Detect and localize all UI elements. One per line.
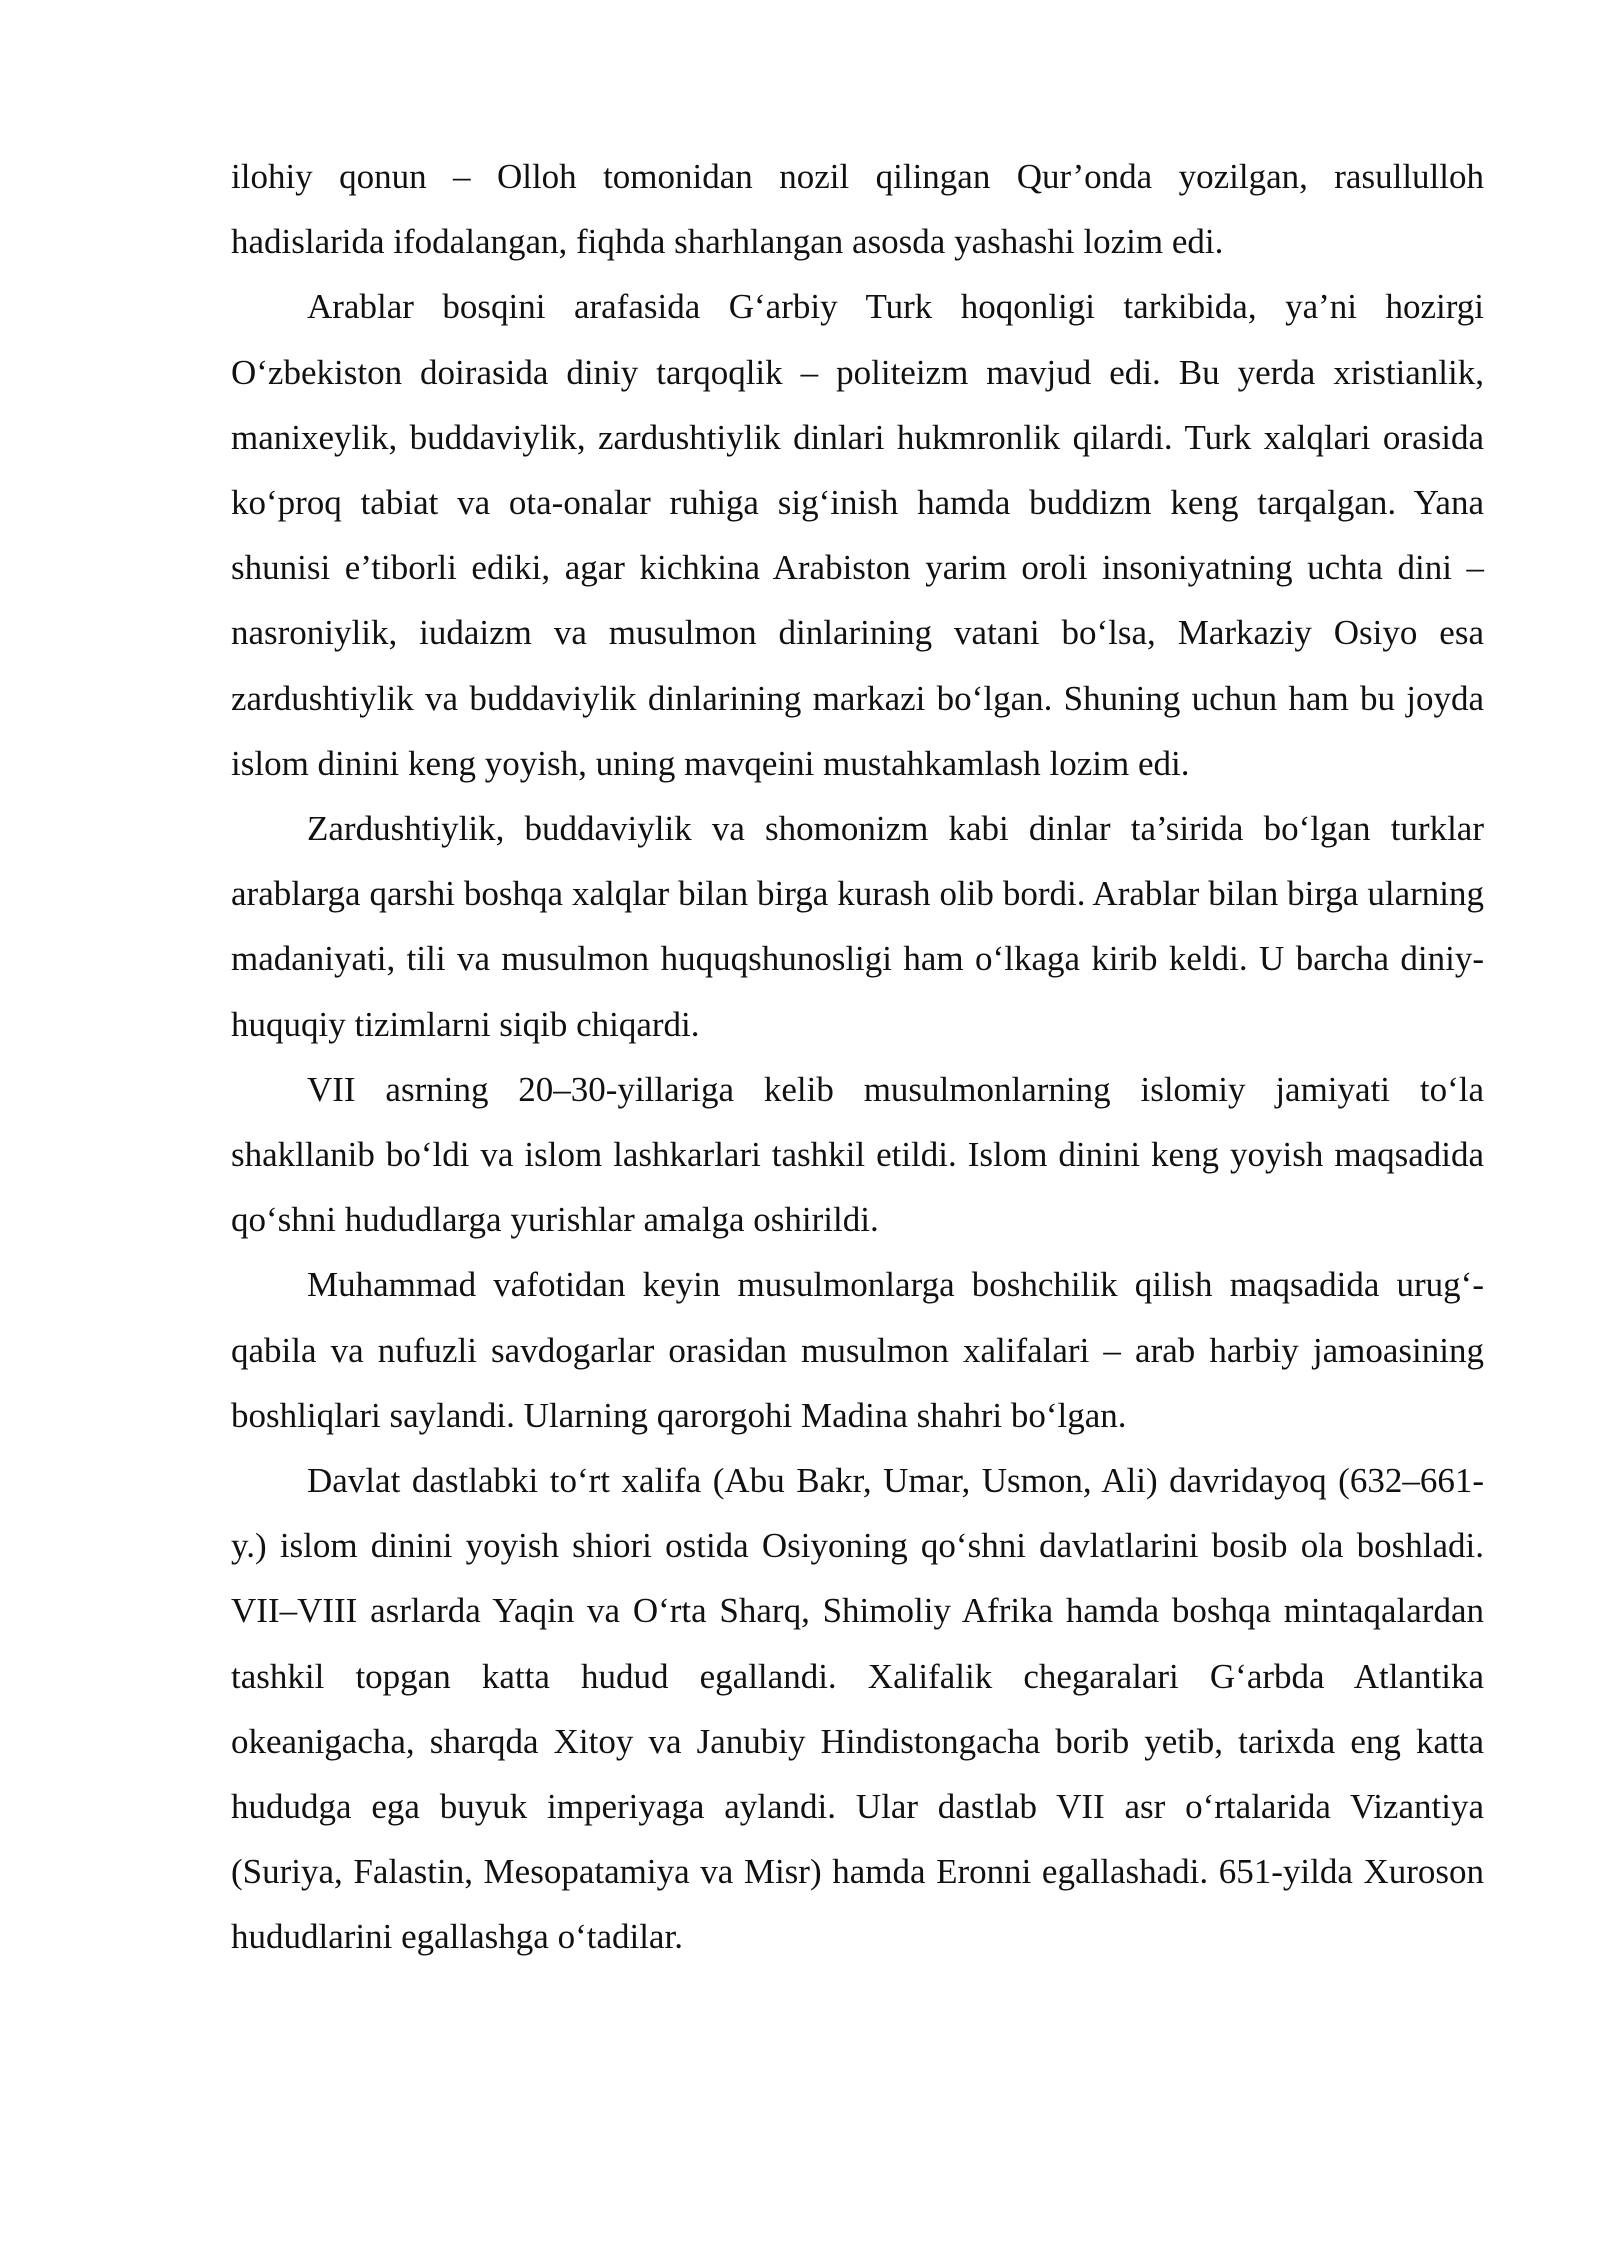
document-page [231, 144, 1484, 1970]
paragraph: Davlat dastlabki to‘rt xalifa (Abu Bakr, Umar, Usmon, Ali) davridayoq (632–661-y.) islom dinini yoyish shiori ostida Osiyoning qo‘shni davlatlarini bosib ola boshladi. VII–VIII asrlarda Yaqin va O‘rta Sharq, Shimoliy Afrika hamda boshqa mintaqalardan tashkil topgan katta hudud egallandi. Xalifalik chegaralari G‘arbda Atlantika okeanigacha, sharqda Xitoy va Janubiy Hindistongacha borib yetib, tarixda eng katta hududga ega buyuk imperiyaga aylandi. Ular dastlab VII asr o‘rtalarida Vizantiya (Suriya, Falastin, Mesopatamiya va Misr) hamda Eronni egallashadi. 651-yilda Xuroson hududlarini egallashga o‘tadilar. [231, 1461, 1484, 1957]
paragraph: VII asrning 20–30-yillariga kelib musulmonlarning islomiy jamiyati to‘la shakllanib bo‘ldi va islom lashkarlari tashkil etildi. Islom dinini keng yoyish maqsadida qo‘shni hududlarga yurishlar amalga oshirildi. [231, 1069, 1484, 1240]
paragraph: Muhammad vafotidan keyin musulmonlarga boshchilik qilish maqsadida urug‘-qabila va nufuzli savdogarlar orasidan musulmon xalifalari – arab harbiy jamoasining boshliqlari saylandi. Ularning qarorgohi Madina shahri bo‘lgan. [231, 1265, 1484, 1435]
paragraph: ilohiy qonun – Olloh tomonidan nozil qilingan Qur’onda yozilgan, rasullulloh hadislarida ifodalangan, fiqhda sharhlangan asosda yashashi lozim edi. [231, 157, 1484, 262]
paragraph: Zardushtiylik, buddaviylik va shomonizm kabi dinlar ta’sirida bo‘lgan turklar arablarga qarshi boshqa xalqlar bilan birga kurash olib bordi. Arablar bilan birga ularning madaniyati, tili va musulmon huquqshunosligi ham o‘lkaga kirib keldi. U barcha diniy-huquqiy tizimlarni siqib chiqardi. [231, 809, 1484, 1044]
paragraph: Arablar bosqini arafasida G‘arbiy Turk hoqonligi tarkibida, ya’ni hozirgi O‘zbekiston doirasida diniy tarqoqlik – politeizm mavjud edi. Bu yerda xristianlik, manixeylik, buddaviylik, zardushtiylik dinlari hukmronlik qilardi. Turk xalqlari orasida ko‘proq tabiat va ota-onalar ruhiga sig‘inish hamda buddizm keng tarqalgan. Yana shunisi e’tiborli ediki, agar kichkina Arabiston yarim oroli insoniyatning uchta dini – nasroniylik, iudaizm va musulmon dinlarining vatani bo‘lsa, Markaziy Osiyo esa zardushtiylik va buddaviylik dinlarining markazi bo‘lgan. Shuning uchun ham bu joyda islom dinini keng yoyish, uning mavqeini mustahkamlash lozim edi. [231, 287, 1484, 783]
